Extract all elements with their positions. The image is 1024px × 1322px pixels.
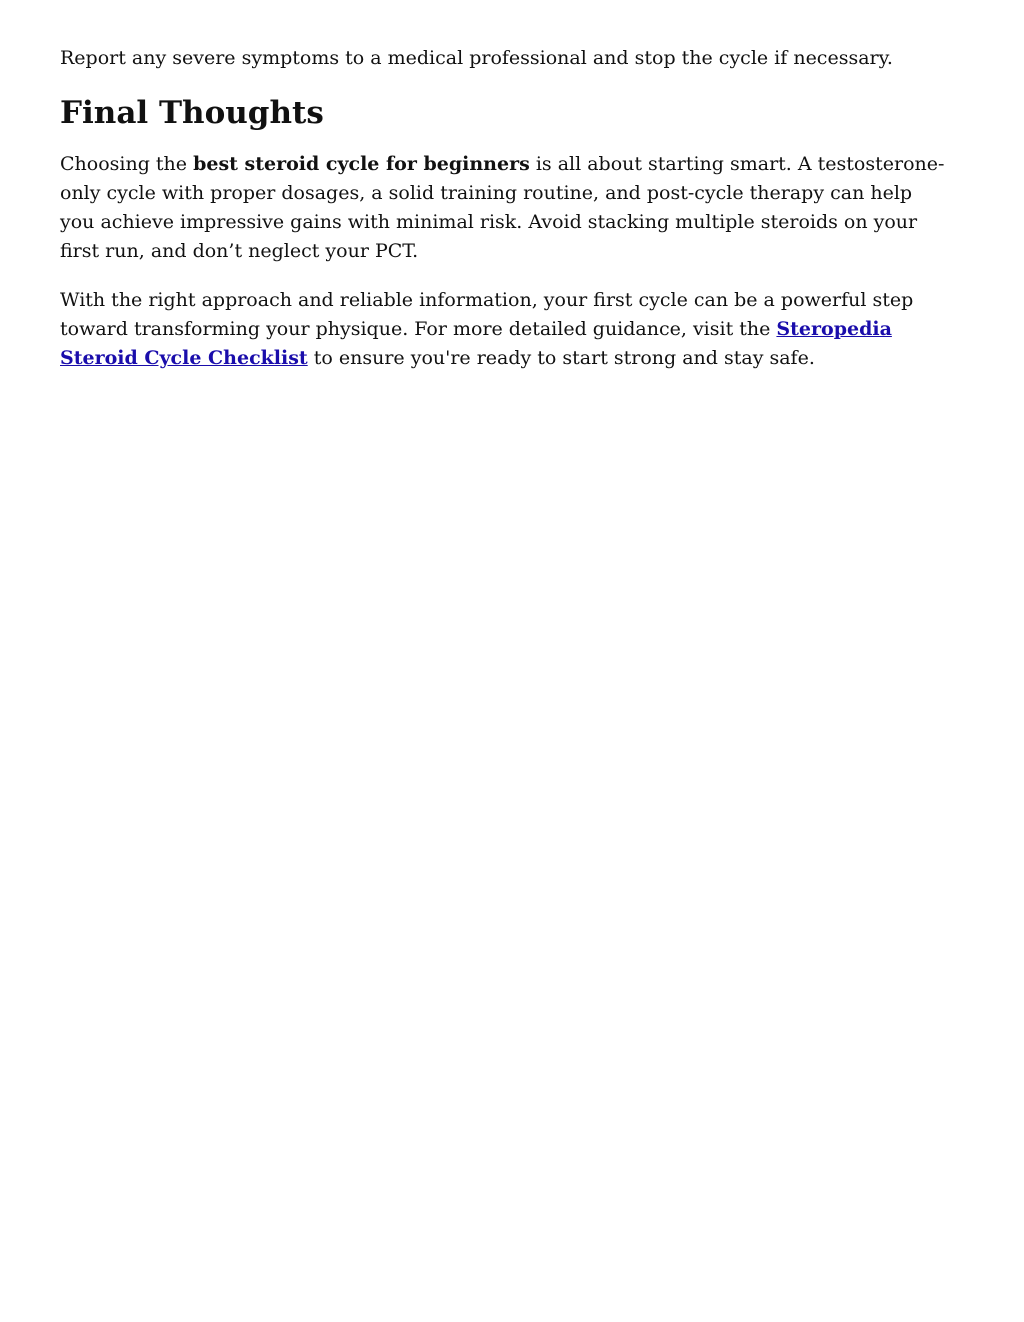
paragraph-1-text-end: is all about starting smart. A testosterone-only cycle with proper dosages, a solid training routine, and post-cycle therapy can help you achieve impressive gains with minimal risk. Avoid stacking multiple steroids on your first run, and don’t neglect your PCT.	[60, 153, 945, 262]
final-thoughts-paragraph-1	[60, 150, 950, 266]
final-thoughts-paragraph-2	[60, 286, 950, 373]
article-content	[60, 44, 950, 393]
bold-keyword: best steroid cycle for beginners	[193, 153, 530, 175]
paragraph-2-text-start: With the right approach and reliable information, your first cycle can be a powerful step toward transforming your physique. For more detailed guidance, visit the	[60, 289, 914, 340]
paragraph-1-text-start: Choosing the	[60, 153, 194, 175]
intro-paragraph: Report any severe symptoms to a medical professional and stop the cycle if necessary.	[60, 47, 893, 69]
paragraph-2-text-end: to ensure you're ready to start strong and stay safe.	[307, 347, 815, 369]
section-heading: Final Thoughts	[60, 95, 324, 131]
steropedia-checklist-link[interactable]: Steropedia Steroid Cycle Checklist	[60, 318, 892, 369]
